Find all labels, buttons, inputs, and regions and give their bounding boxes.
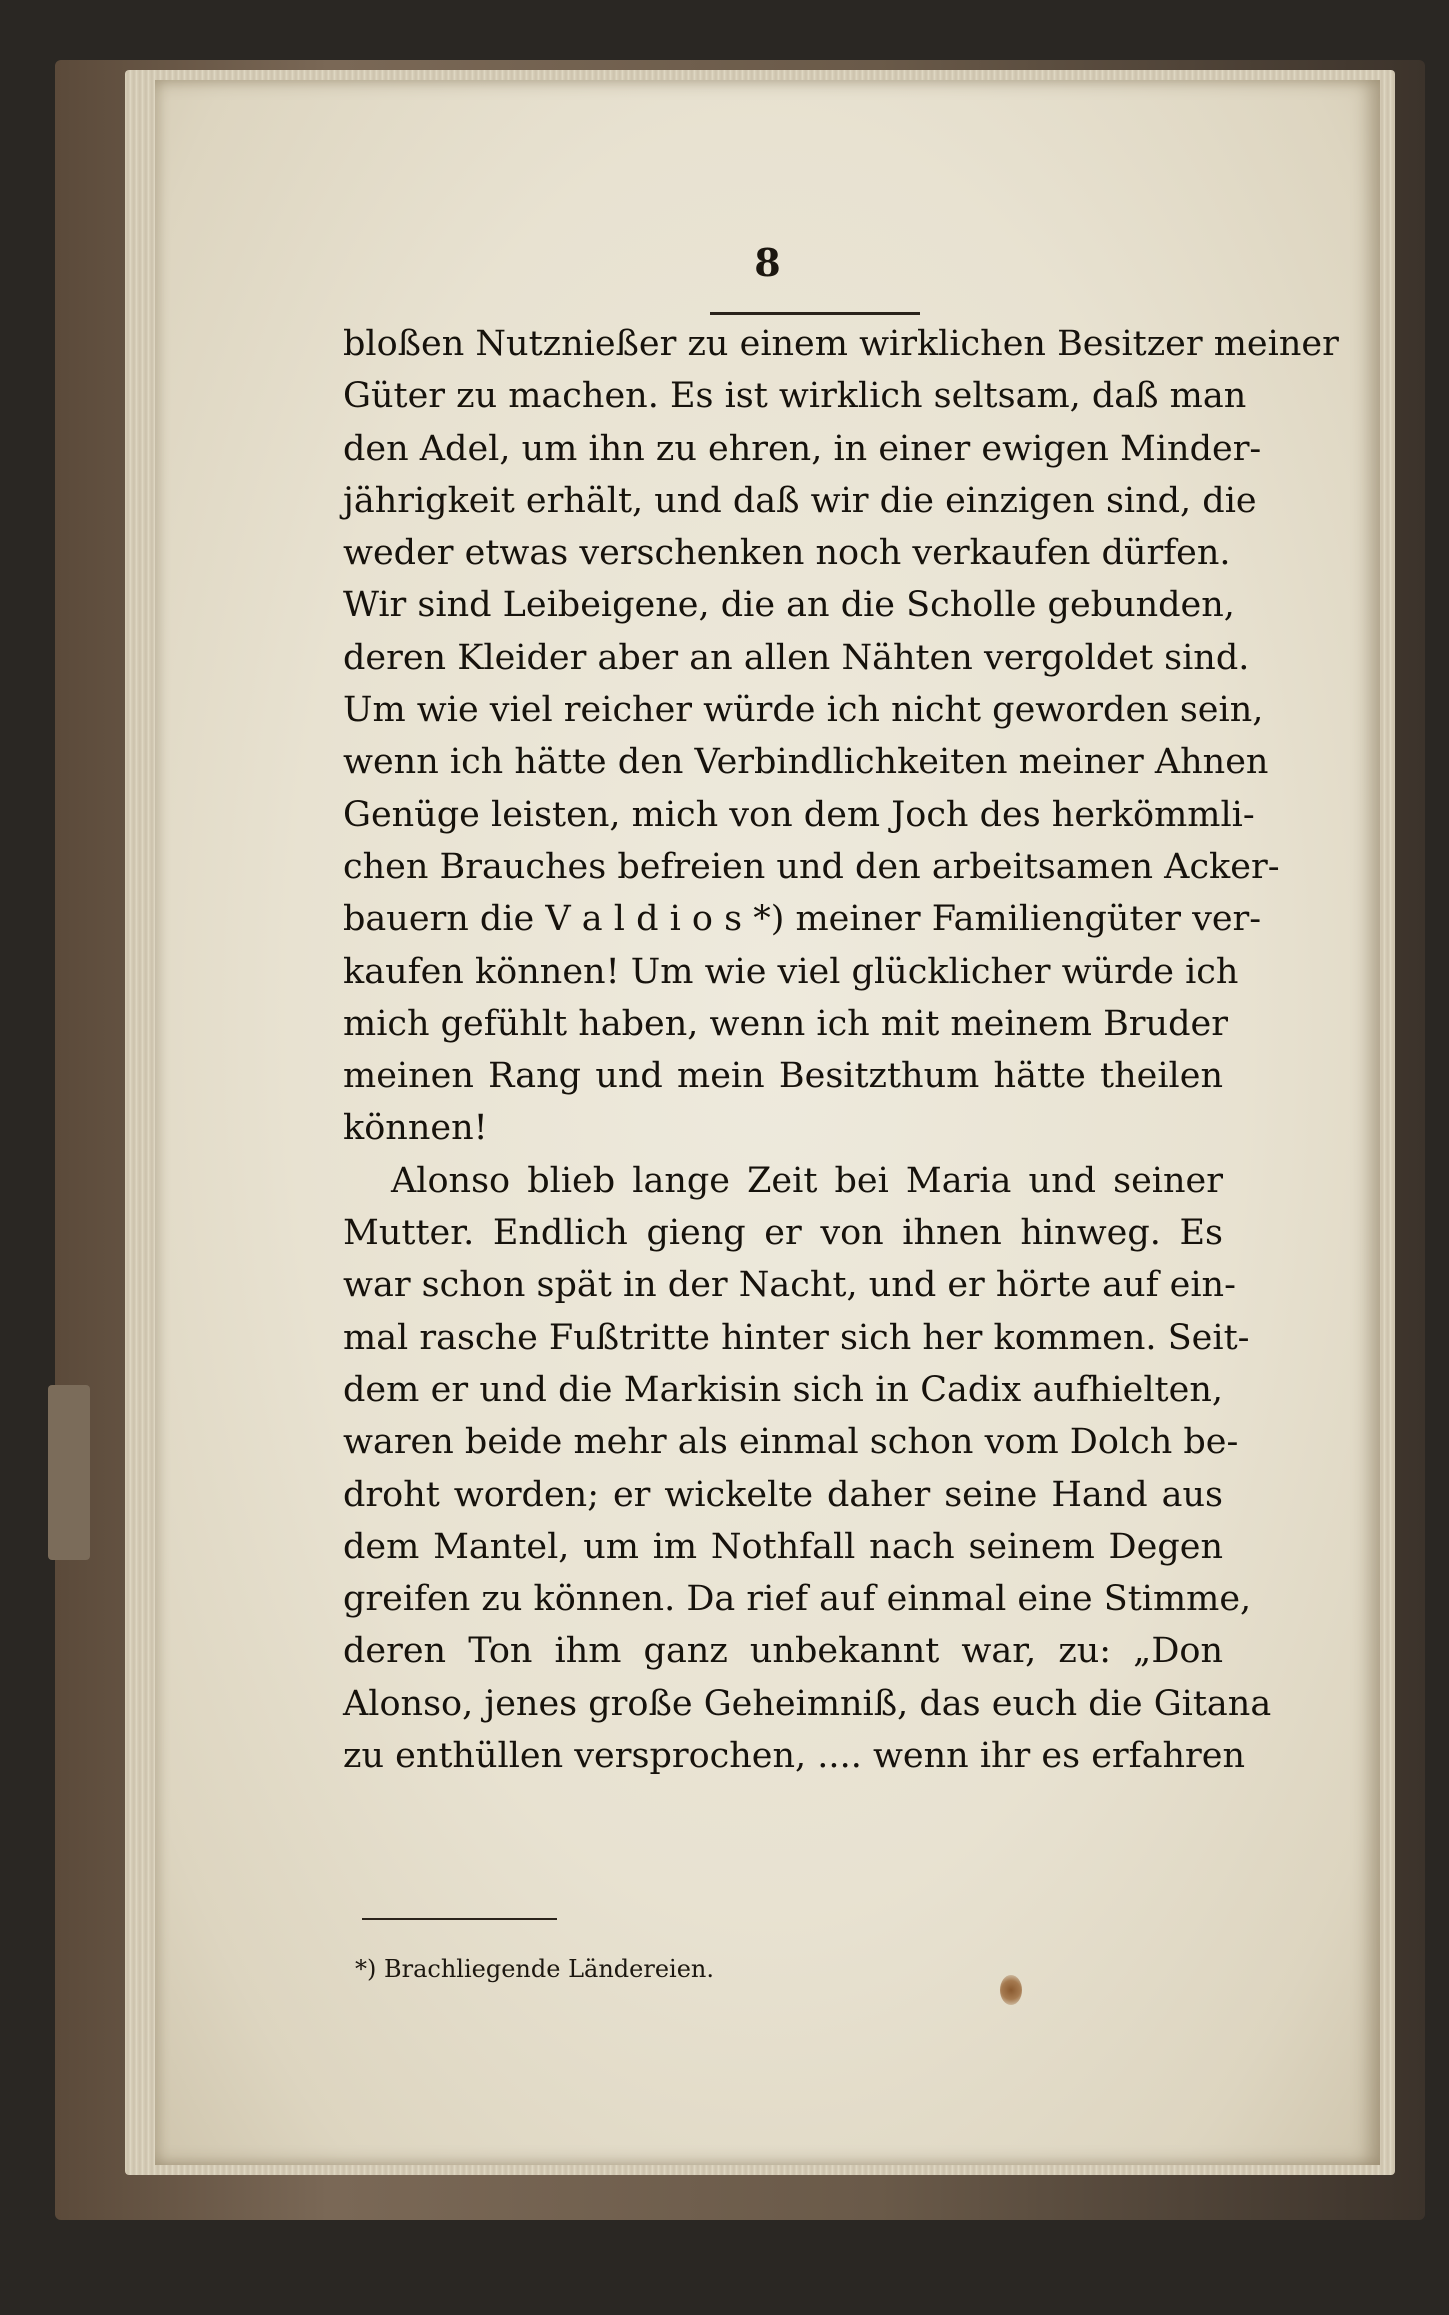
- text-line: zu enthüllen versprochen, .... wenn ihr es erfahren: [343, 1736, 1246, 1777]
- text-line: bauern die V a l d i o s *) meiner Familiengüter ver-: [343, 899, 1262, 940]
- footnote: *) Brachliegende Ländereien.: [355, 1955, 714, 1983]
- book-page: [155, 80, 1380, 2165]
- text-line: jährigkeit erhält, und daß wir die einzigen sind, die: [343, 480, 1257, 521]
- binding-tab: [48, 1385, 90, 1560]
- text-line: dem Mantel, um im Nothfall nach seinem Degen: [343, 1526, 1223, 1567]
- text-line: Mutter. Endlich gieng er von ihnen hinweg. Es: [343, 1213, 1223, 1254]
- text-line: Alonso blieb lange Zeit bei Maria und seiner: [391, 1160, 1223, 1201]
- text-line: bloßen Nutznießer zu einem wirklichen Besitzer meiner: [343, 324, 1339, 364]
- text-line: Alonso, jenes große Geheimniß, das euch die Gitana: [343, 1683, 1272, 1724]
- text-line: Wir sind Leibeigene, die an die Scholle gebunden,: [343, 585, 1235, 626]
- text-line: Um wie viel reicher würde ich nicht geworden sein,: [343, 690, 1264, 731]
- text-line: chen Brauches befreien und den arbeitsamen Acker-: [343, 846, 1280, 887]
- text-line: mal rasche Fußtritte hinter sich her kommen. Seit-: [343, 1317, 1250, 1358]
- text-line: wenn ich hätte den Verbindlichkeiten meiner Ahnen: [343, 742, 1269, 783]
- text-line: meinen Rang und mein Besitzthum hätte theilen: [343, 1056, 1223, 1097]
- text-line: können!: [343, 1108, 488, 1149]
- text-line: mich gefühlt haben, wenn ich mit meinem Bruder: [343, 1003, 1228, 1044]
- paper-stain: [1000, 1975, 1022, 2005]
- text-line: Genüge leisten, mich von dem Joch des herkömmli-: [343, 794, 1255, 835]
- text-line: waren beide mehr als einmal schon vom Dolch be-: [343, 1422, 1239, 1463]
- text-line: war schon spät in der Nacht, und er hörte auf ein-: [343, 1265, 1236, 1306]
- text-line: greifen zu können. Da rief auf einmal eine Stimme,: [343, 1579, 1252, 1620]
- text-line: kaufen können! Um wie viel glücklicher würde ich: [343, 951, 1239, 992]
- text-line: den Adel, um ihn zu ehren, in einer ewigen Minder-: [343, 428, 1262, 469]
- text-line: deren Kleider aber an allen Nähten vergoldet sind.: [343, 637, 1250, 678]
- text-line: Güter zu machen. Es ist wirklich seltsam, daß man: [343, 376, 1247, 417]
- text-line: deren Ton ihm ganz unbekannt war, zu: „Don: [343, 1631, 1223, 1672]
- text-line: droht worden; er wickelte daher seine Hand aus: [343, 1474, 1223, 1515]
- page-number: 8: [754, 240, 781, 285]
- footnote-rule: [362, 1918, 557, 1920]
- body-text: [343, 318, 1339, 1782]
- text-line: dem er und die Markisin sich in Cadix aufhielten,: [343, 1369, 1223, 1410]
- header-rule: [710, 312, 920, 315]
- text-line: weder etwas verschenken noch verkaufen dürfen.: [343, 533, 1231, 574]
